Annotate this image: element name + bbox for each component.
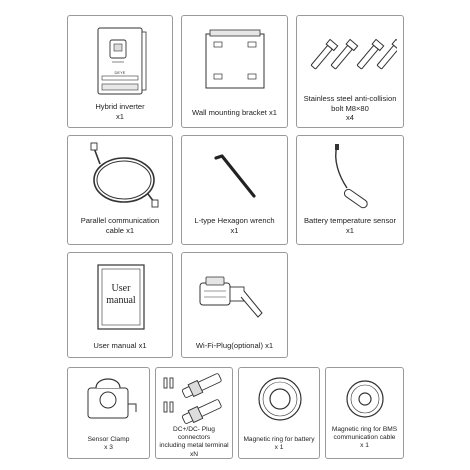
item-name: Stainless steel anti-collision	[303, 94, 397, 103]
item-name-line2: bolt M8×80	[331, 103, 369, 113]
item-name: Magnetic ring for BMS	[331, 426, 398, 433]
item-sensor-clamp	[67, 367, 150, 459]
item-name-line2: including metal terminal	[159, 442, 229, 450]
magnetic-ring-battery-icon	[255, 374, 305, 424]
caption	[68, 341, 172, 351]
caption	[68, 436, 149, 452]
item-wifi-plug	[181, 252, 288, 358]
caption	[326, 426, 403, 451]
item-qty: x4	[345, 113, 355, 122]
caption	[297, 94, 403, 123]
wall-bracket-icon	[200, 28, 270, 94]
caption	[182, 108, 287, 118]
item-qty: x1	[345, 225, 355, 235]
caption	[182, 341, 287, 351]
cable-icon	[82, 142, 162, 212]
item-hex-wrench	[181, 135, 288, 245]
sensor-clamp-icon	[82, 374, 138, 422]
item-name: User manual x1	[93, 341, 147, 350]
item-name: Battery temperature sensor	[303, 216, 396, 225]
caption	[156, 426, 232, 459]
hybrid-inverter-icon	[92, 26, 152, 98]
item-anti-collision-bolt	[296, 15, 404, 128]
item-name: Parallel communication	[80, 216, 160, 225]
caption	[239, 436, 319, 452]
hex-wrench-icon	[204, 148, 264, 208]
item-name-line2: cable x1	[105, 225, 135, 235]
item-name: Wall mounting bracket x1	[192, 108, 277, 117]
item-qty: x 1	[360, 442, 369, 450]
item-battery-temp-sensor	[296, 135, 404, 245]
item-hybrid-inverter	[67, 15, 173, 128]
dc-connector-icon	[160, 372, 230, 424]
item-name: Magnetic ring for battery	[243, 436, 315, 443]
caption	[68, 216, 172, 235]
caption	[68, 102, 172, 121]
caption	[182, 216, 287, 235]
item-qty: xN	[189, 450, 199, 458]
item-parallel-cable	[67, 135, 173, 245]
temperature-sensor-icon	[321, 142, 381, 212]
item-name: Sensor Clamp	[87, 436, 130, 443]
item-qty: x1	[115, 111, 125, 121]
magnetic-ring-bms-icon	[342, 376, 388, 422]
item-user-manual	[67, 252, 173, 358]
item-name-line2: communication cable	[333, 434, 396, 442]
item-qty: x1	[230, 225, 239, 235]
item-magnetic-ring-battery	[238, 367, 320, 459]
item-dc-plug-connectors	[155, 367, 233, 459]
manual-title-line1: User	[111, 283, 131, 294]
item-name: DC+/DC- Plug connectors	[173, 426, 215, 442]
inverter-brand-text: DEYE	[114, 70, 126, 75]
item-qty: x 3	[104, 444, 113, 452]
manual-title-line2: manual	[106, 295, 136, 306]
item-name: Hybrid inverter	[95, 102, 145, 111]
wifi-plug-icon	[196, 269, 276, 327]
caption	[297, 216, 403, 235]
item-qty: x 1	[274, 444, 284, 452]
item-name: Wi-Fi-Plug(optional) x1	[195, 341, 274, 350]
item-magnetic-ring-bms	[325, 367, 404, 459]
item-wall-bracket	[181, 15, 288, 128]
bolt-icon	[307, 30, 397, 80]
manual-cover-text	[98, 283, 144, 307]
item-name: L-type Hexagon wrench	[194, 216, 275, 225]
